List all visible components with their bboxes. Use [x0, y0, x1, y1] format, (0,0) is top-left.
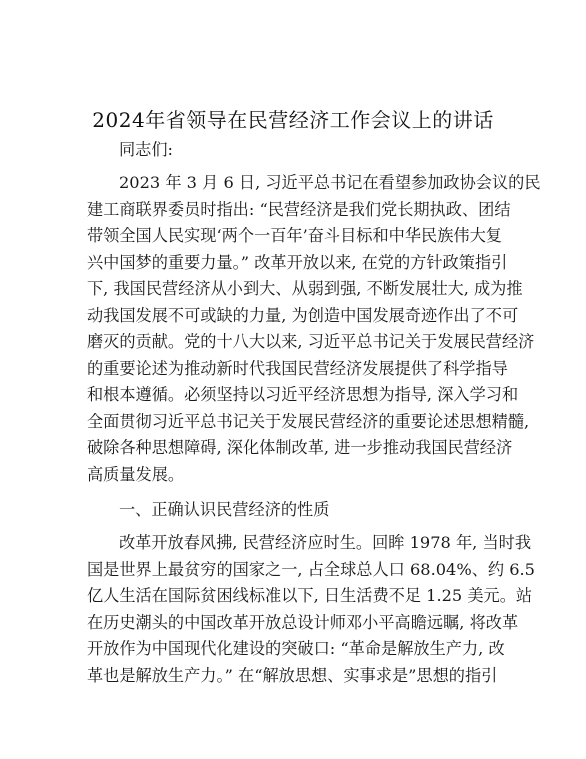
paragraph-line: 带领全国人民实现‘两个一百年’奋斗目标和中华民族伟大复: [87, 226, 502, 245]
paragraph-line: 2023 年 3 月 6 日, 习近平总书记在看望参加政协会议的民: [119, 173, 541, 192]
paragraph-line: 和根本遵循。必须坚持以习近平经济思想为指导, 深入学习和: [87, 385, 519, 404]
paragraph-line: 兴中国梦的重要力量。” 改革开放以来, 在党的方针政策指引: [87, 253, 508, 272]
paragraph-line: 下, 我国民营经济从小到大、从弱到强, 不断发展壮大, 成为推: [87, 279, 523, 298]
paragraph-line: 革也是解放生产力。” 在“解放思想、实事求是”思想的指引: [87, 666, 498, 685]
section-heading: 一、正确认识民营经济的性质: [119, 500, 330, 519]
paragraph-line: 建工商联界委员时指出: “民营经济是我们党长期执政、团结: [87, 200, 511, 219]
paragraph-line: 高质量发展。: [87, 465, 185, 484]
paragraph-line: 国是世界上最贫穷的国家之一, 占全球总人口 68.04%、约 6.5: [87, 560, 535, 579]
document-title: 2024年省领导在民营经济工作会议上的讲话: [92, 108, 494, 132]
paragraph-line: 破除各种思想障碍, 深化体制改革, 进一步推动我国民营经济: [87, 438, 513, 457]
paragraph-line: 动我国发展不可或缺的力量, 为创造中国发展奇迹作出了不可: [87, 306, 519, 325]
paragraph-line: 在历史潮头的中国改革开放总设计师邓小平高瞻远瞩, 将改革: [87, 613, 519, 632]
paragraph-line: 磨灭的贡献。党的十八大以来, 习近平总书记关于发展民营经济: [87, 332, 535, 351]
paragraph-line: 全面贯彻习近平总书记关于发展民营经济的重要论述思想精髓,: [87, 412, 530, 431]
paragraph-line: 的重要论述为推动新时代我国民营经济发展提供了科学指导: [87, 359, 508, 378]
paragraph-line: 亿人生活在国际贫困线标准以下, 日生活费不足 1.25 美元。站: [87, 586, 533, 605]
paragraph-line: 改革开放春风拂, 民营经济应时生。回眸 1978 年, 当时我: [119, 533, 532, 552]
salutation: 同志们:: [119, 140, 174, 159]
paragraph-line: 开放作为中国现代化建设的突破口: “革命是解放生产力, 改: [87, 639, 505, 658]
